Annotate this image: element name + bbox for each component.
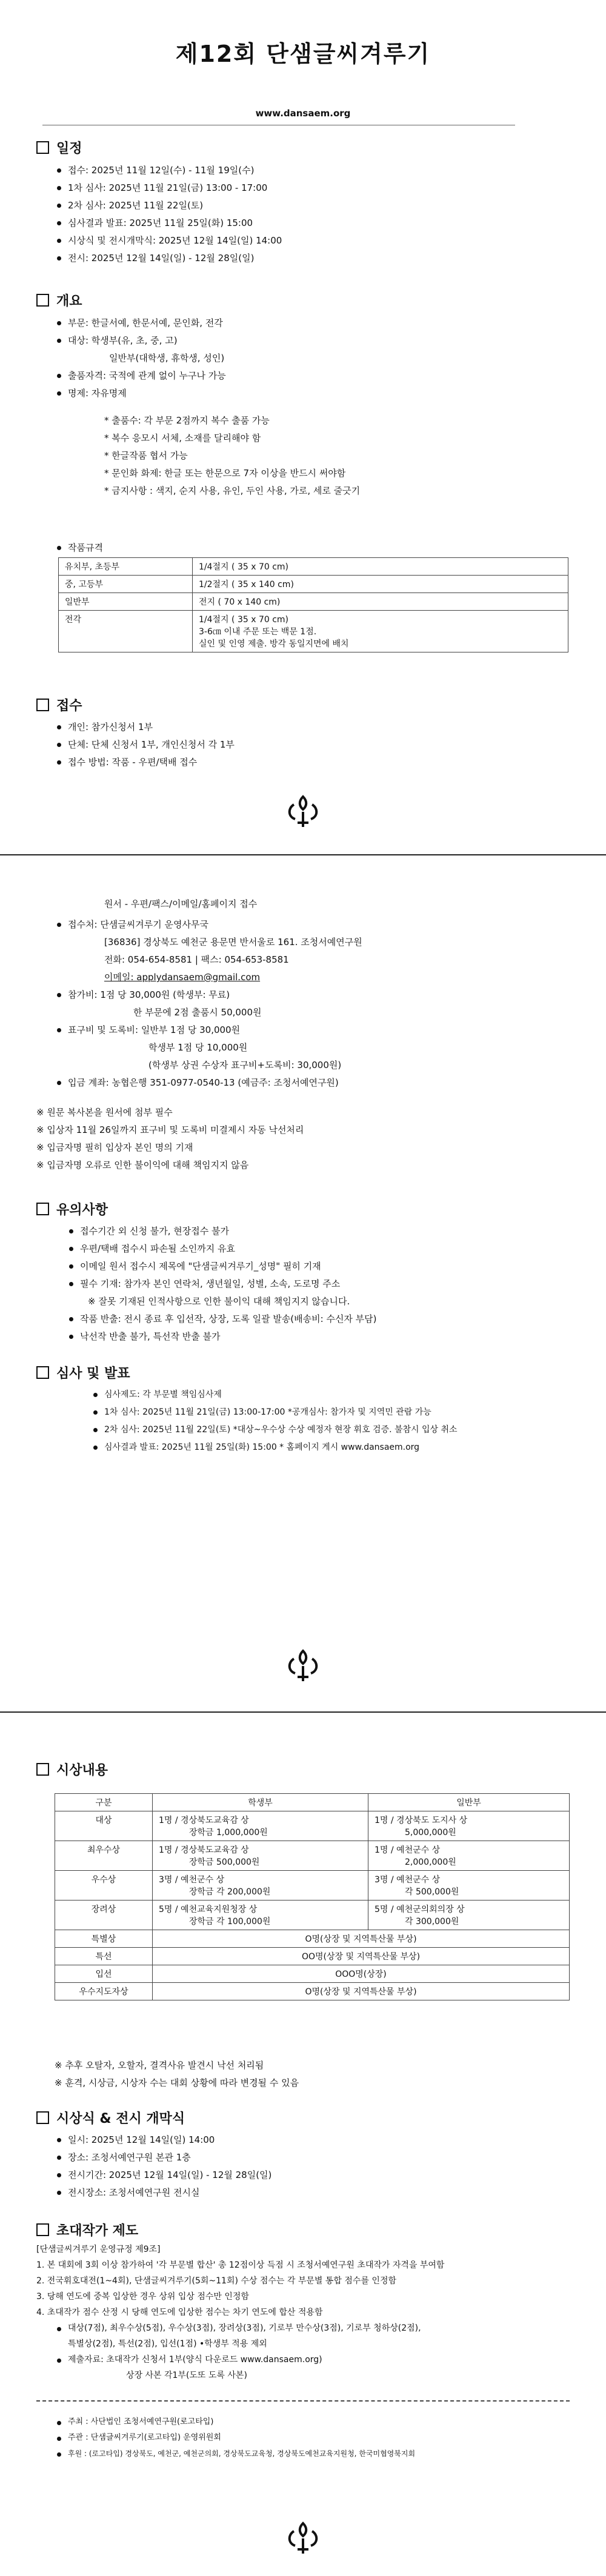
list-item: 1차 심사: 2025년 11월 21일(금) 13:00 - 17:00	[55, 179, 564, 197]
list-item: 필수 기재: 참가자 본인 연락처, 생년월일, 성별, 소속, 도로명 주소	[67, 1275, 576, 1293]
table-row: 일반부 전지 ( 70 x 140 cm)	[59, 593, 568, 611]
list-item: 접수 방법: 작품 - 우편/택배 접수	[55, 754, 564, 771]
list-item: 후원 : (로고타입) 경상북도, 예천군, 예천군의회, 경상북도교육청, 경상북도예천교육지원청, 한국미협영북지회	[55, 2446, 576, 2461]
list-item: 개인: 참가신청서 1부	[55, 719, 564, 736]
warning-notes: ※ 원문 복사본을 원서에 첨부 필수 ※ 입상자 11월 26일까지 표구비 및 도록비 미결제시 자동 낙선처리 ※ 입금자명 필히 입상자 본인 명의 기재 ※ 입금자명 오류로 인한 불이익에 대해 책임지지 않음	[36, 1107, 304, 1170]
spec-label	[55, 539, 236, 557]
table-row: 유치부, 초등부 1/4절지 ( 35 x 70 cm)	[59, 558, 568, 576]
caution-heading: 유의사항	[36, 1200, 108, 1218]
list-item: 참가비: 1점 당 30,000원 (학생부: 무료)	[55, 986, 564, 1004]
overview-notes	[104, 412, 577, 500]
list-item: 시상식 및 전시개막식: 2025년 12월 14일(일) 14:00	[55, 232, 564, 250]
reception-list	[55, 719, 564, 771]
table-row: 대상 1명 / 경상북도교육감 상 장학금 1,000,000원 1명 / 경상북도 도지사 상 5,000,000원	[55, 1811, 570, 1841]
table-row: 구분 학생부 일반부	[55, 1794, 570, 1811]
ceremony-heading: 시상식 & 전시 개막식	[36, 2108, 185, 2127]
invited-heading: 초대작가 제도	[36, 2220, 138, 2239]
list-item: 단체: 단체 신청서 1부, 개인신청서 각 1부	[55, 736, 564, 754]
list-item: 2차 심사: 2025년 11월 22일(토) *대상~우수상 수상 예정자 현장 휘호 검증. 불참시 입상 취소	[91, 1421, 588, 1439]
table-row: 장려상 5명 / 예천교육지원청장 상 장학금 각 100,000원 5명 / 예천군의회의장 상 각 300,000원	[55, 1900, 570, 1930]
judge-list	[91, 1386, 588, 1456]
website[interactable]: www.dansaem.org	[255, 108, 351, 119]
table-row: 전각 1/4절지 ( 35 x 70 cm) 3-6㎝ 이내 주문 또는 백문 1점. 실인 및 인영 제출. 방각 동일지면에 배치	[59, 611, 568, 652]
application-intro: 원서 - 우편/팩스/이메일/홈페이지 접수	[104, 898, 258, 909]
list-item: 접수처: 단샘글씨겨루기 운영사무국	[55, 916, 564, 934]
receiver-list	[55, 916, 564, 934]
logo-icon	[282, 794, 324, 830]
list-item: ※ 잘못 기재된 인적사항으로 인한 불이익 대해 책임지지 않습니다.	[88, 1296, 350, 1307]
list-item: 작품 반출: 전시 종료 후 입선작, 상장, 도록 일괄 발송(배송비: 수신자 부담)	[67, 1310, 576, 1328]
list-item: 입금 계좌: 농협은행 351-0977-0540-13 (예금주: 조청서예연구원)	[55, 1074, 564, 1092]
invited-list	[55, 2320, 576, 2383]
list-item: 심사결과 발표: 2025년 11월 25일(화) 15:00	[55, 214, 564, 232]
page-separator	[0, 1711, 606, 1713]
list-item: 일반부(대학생, 휴학생, 성인)	[109, 353, 225, 363]
fee-list	[55, 986, 564, 1004]
list-item: 출품자격: 국적에 관계 없이 누구나 가능	[55, 367, 564, 385]
list-item: 접수: 2025년 11월 12일(수) - 11월 19일(수)	[55, 162, 564, 179]
list-item: 대상(7점), 최우수상(5점), 우수상(3점), 장려상(3점), 기로부 만수상(3점), 기로부 청하상(2점),	[55, 2320, 576, 2336]
spec-table	[58, 557, 568, 652]
note-line: * 문인화 화제: 한글 또는 한문으로 7자 이상을 반드시 써야함	[104, 468, 346, 479]
list-item: 전시장소: 조청서예연구원 전시실	[55, 2184, 564, 2202]
table-row: 우수지도자상 O명(상장 및 지역특산물 부상)	[55, 1983, 570, 2000]
table-row: 최우수상 1명 / 경상북도교육감 상 장학금 500,000원 1명 / 예천군수 상 2,000,000원	[55, 1841, 570, 1871]
caution-list	[67, 1223, 576, 1346]
list-item: 부문: 한글서예, 한문서예, 문인화, 전각	[55, 314, 564, 332]
table-row: 특별상 O명(상장 및 지역특산물 부상)	[55, 1930, 570, 1948]
list-item: 장소: 조청서예연구원 본관 1층	[55, 2149, 564, 2166]
schedule-heading: 일정	[36, 138, 82, 157]
logo-icon	[282, 1648, 324, 1684]
reception-heading: 접수	[36, 695, 82, 714]
fee-line: 한 부문에 2점 출품시 50,000원	[133, 1007, 262, 1018]
award-notes: ※ 추후 오탈자, 오할자, 결격사유 발견시 낙선 처리됨 ※ 훈격, 시상금, 시상자 수는 대회 상황에 따라 변경될 수 있음	[55, 2060, 299, 2088]
list-item: 심사제도: 각 부문별 책임심사제	[91, 1386, 588, 1404]
list-item: 상장 사본 각1부(도또 도록 사본)	[126, 2371, 247, 2380]
list-item: 주최 : 사단법인 조청서예연구원(로고타입)	[55, 2414, 576, 2430]
list-item: 우편/택배 접수시 파손될 소인까지 유효	[67, 1240, 576, 1258]
list-item: 전시기간: 2025년 12월 14일(일) - 12월 28일(일)	[55, 2166, 564, 2184]
list-item: 이메일 원서 접수시 제목에 "단샘글씨겨루기_성명" 필히 기재	[67, 1258, 576, 1275]
awards-heading: 시상내용	[36, 1760, 108, 1779]
account-list	[55, 1074, 564, 1092]
judge-heading: 심사 및 발표	[36, 1363, 130, 1382]
page-title: 제12회 단샘글씨겨루기	[175, 41, 431, 67]
list-item: 대상: 학생부(유, 초, 중, 고)	[55, 332, 564, 350]
ceremony-list	[55, 2131, 564, 2202]
note-line: * 금지사항 : 색지, 순지 사용, 유인, 두인 사용, 가로, 세로 줄긋기	[104, 485, 361, 496]
list-item: 2차 심사: 2025년 11월 22일(토)	[55, 197, 564, 214]
mount-lines: 학생부 1점 당 10,000원 (학생부 상권 수상자 표구비+도록비: 30,000원)	[148, 1042, 342, 1071]
mount-list	[55, 1021, 564, 1039]
list-item: 일시: 2025년 12월 14일(일) 14:00	[55, 2131, 564, 2149]
list-item: 전시: 2025년 12월 14일(일) - 12월 28일(일)	[55, 250, 564, 267]
list-item: 제출자료: 초대작가 신청서 1부(양식 다운로드 www.dansaem.org)	[55, 2352, 576, 2368]
note-line: * 출품수: 각 부문 2점까지 복수 출품 가능	[104, 415, 270, 426]
receiver-lines: [36836] 경상북도 예천군 용문면 반서울로 161. 조청서예연구원 전화: 054-654-8581 | 팩스: 054-653-8581 이메일: applydansaem@gmail.com	[104, 934, 362, 986]
list-item: 특별상(2점), 특선(2점), 입선(1점) •학생부 적용 제외	[68, 2339, 267, 2349]
awards-table	[55, 1793, 570, 2000]
list-item: 낙선작 반출 불가, 특선작 반출 불가	[67, 1328, 576, 1346]
note-line: * 한글작품 협서 가능	[104, 450, 188, 461]
overview-heading: 개요	[36, 291, 82, 310]
list-item: 접수기간 외 신청 불가, 현장접수 불가	[67, 1223, 576, 1240]
note-line: * 복수 응모시 서체, 소재를 달리해야 함	[104, 433, 261, 443]
list-item: 1차 심사: 2025년 11월 21일(금) 13:00-17:00 *공개심사: 참가자 및 지역민 관람 가능	[91, 1404, 588, 1421]
email-link[interactable]: 이메일: applydansaem@gmail.com	[104, 972, 261, 983]
table-row: 우수상 3명 / 예천군수 상 장학금 각 200,000원 3명 / 예천군수 상 각 500,000원	[55, 1871, 570, 1900]
list-item: 작품규격	[55, 539, 236, 557]
logo-icon	[282, 2520, 324, 2557]
invited-rules: [단샘글씨겨루기 운영규정 제9조] 1. 본 대회에 3회 이상 참가하여 '각 부문별 합산' 총 12점이상 득점 시 조청서예연구원 초대작가 자격을 부여함 2. 전국휘호대전(1~4회), 단샘글씨겨루기(5회~11회) 수상 점수는 각 부문별 통합 점수를 인정함 3. 당해 연도에 중복 입상한 경우 상위 입상 점수만 인정함 4. 초대작가 점수 산정 시 당해 연도에 입상한 점수는 차기 연도에 합산 적용함	[36, 2245, 445, 2317]
schedule-list	[55, 162, 564, 267]
page-separator	[0, 854, 606, 855]
table-row: 입선 OOO명(상장)	[55, 1965, 570, 1983]
table-row: 특선 OO명(상장 및 지역특산물 부상)	[55, 1948, 570, 1965]
list-item: 심사결과 발표: 2025년 11월 25일(화) 15:00 * 홈페이지 게시 www.dansaem.org	[91, 1439, 588, 1456]
table-row: 중, 고등부 1/2절지 ( 35 x 140 cm)	[59, 576, 568, 593]
footer-list	[55, 2414, 576, 2461]
footer-divider	[36, 2400, 570, 2402]
list-item: 명제: 자유명제	[55, 385, 564, 402]
list-item: 주관 : 단샘글씨겨루기(로고타입) 운영위원회	[55, 2430, 576, 2446]
list-item: 표구비 및 도록비: 일반부 1점 당 30,000원	[55, 1021, 564, 1039]
overview-list	[55, 314, 564, 402]
